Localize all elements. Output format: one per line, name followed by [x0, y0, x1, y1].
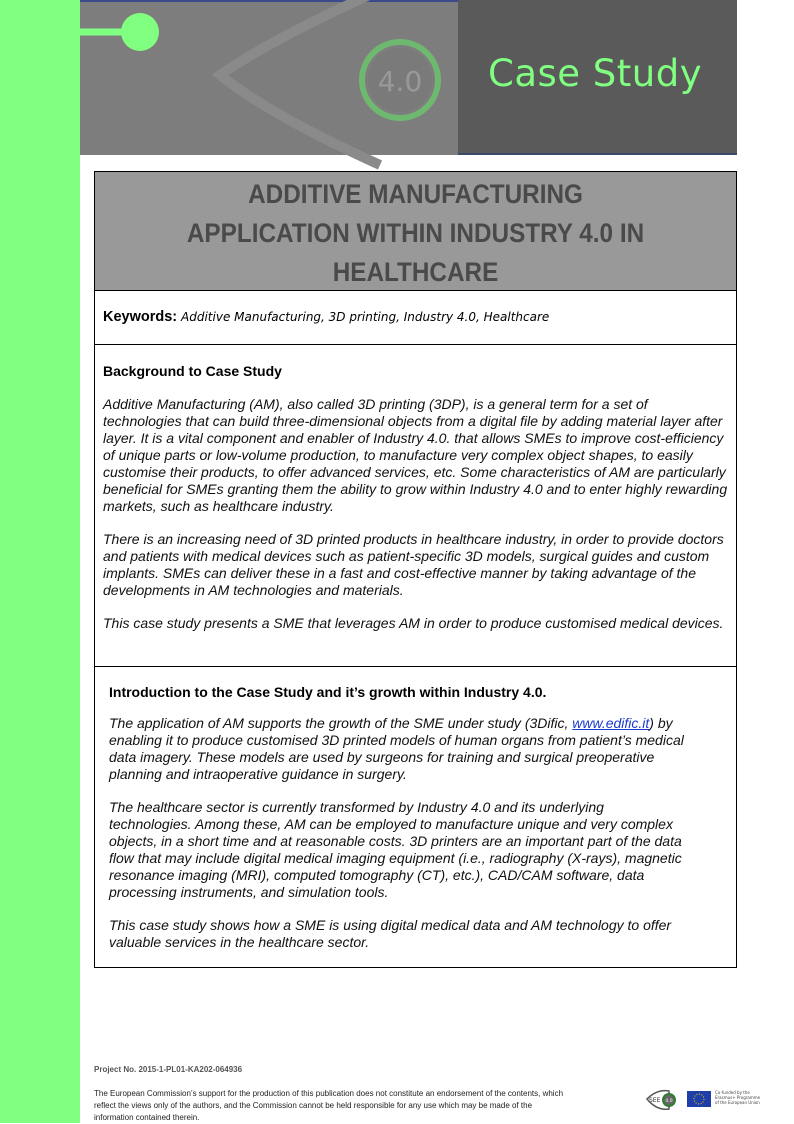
- intro-paragraph-3: This case study shows how a SME is using digital medical data and AM technology to offer valuable services in the healthcare sector.: [109, 917, 672, 950]
- document-title-band: [95, 172, 736, 291]
- intro-p1-text-a: The application of AM supports the growth of the SME under study (3Dific,: [109, 715, 573, 731]
- background-paragraph-3: This case study presents a SME that leverages AM in order to produce customised medical devices.: [103, 615, 724, 631]
- intro-p1-text-b: ) by enabling it to produce customised 3D printed models of human organs from patient’s medical data imagery. These models are used by surgeons for training and surgical preoperative planning and intraoperative guidance in surgery.: [109, 715, 684, 782]
- intro-paragraph-2: The healthcare sector is currently transformed by Industry 4.0 and its underlying technologies. Among these, AM can be employed to manufacture unique and very complex objects, in a short time and at reasonable costs. 3D printers are an important part of the data flow that may include digital medical imaging equipment (i.e., radiography (X-rays), magnetic resonance imaging (MRI), computed tomography (CT), etc.), CAD/CAM software, data processing instruments, and simulation tools.: [109, 799, 682, 900]
- keywords-label: Keywords:: [103, 309, 178, 325]
- see-logo-text: SEE: [649, 1097, 661, 1104]
- intro-paragraph-1: [109, 715, 689, 783]
- eu-flag-icon: [687, 1091, 711, 1107]
- see-logo-number: 4.0: [665, 1099, 673, 1104]
- left-green-strip: [0, 0, 80, 1123]
- edific-link[interactable]: www.edific.it: [572, 715, 650, 731]
- eu-cofunded-text: Co-funded by the Erasmus+ Programme of the European Union: [715, 1090, 761, 1105]
- title-line-2: APPLICATION WITHIN INDUSTRY 4.0 IN: [186, 218, 645, 248]
- page-title: Case Study: [488, 52, 703, 95]
- industry-logo-icon: [80, 0, 458, 153]
- project-number: Project No. 2015-1-PL01-KA202-064936: [94, 1065, 243, 1074]
- intro-heading: Introduction to the Case Study and it’s growth within Industry 4.0.: [109, 684, 547, 700]
- title-line-3: HEALTHCARE: [332, 257, 499, 287]
- header-banner: [80, 0, 737, 155]
- footer-logos: [645, 1085, 761, 1115]
- logo-text: 4.0: [377, 65, 423, 98]
- see-logo-icon: [647, 1091, 676, 1110]
- title-line-1: ADDITIVE MANUFACTURING: [248, 179, 583, 209]
- background-section: [95, 345, 736, 667]
- background-heading: Background to Case Study: [103, 363, 282, 379]
- background-paragraph-2: There is an increasing need of 3D printed products in healthcare industry, in order to provide doctors and patients with medical devices such as patient-specific 3D models, surgical guides and custom implants. SMEs can deliver these in a fast and cost-effective manner by taking advantage of the developments in AM technologies and materials.: [103, 531, 724, 598]
- intro-section: [95, 667, 736, 967]
- case-study-box: [94, 171, 737, 968]
- eu-disclaimer: The European Commission’s support for the production of this publication does not constitute an endorsement of the contents, which reflect the views only of the authors, and the Commission cannot be held responsible for any use which may be made of the information contained therein.: [94, 1089, 564, 1122]
- keywords-value: Additive Manufacturing, 3D printing, Industry 4.0, Healthcare: [181, 310, 550, 324]
- background-paragraph-1: Additive Manufacturing (AM), also called 3D printing (3DP), is a general term for a set of technologies that can build three-dimensional objects from a digital file by adding material layer after layer. It is a vital component and enabler of Industry 4.0. that allows SMEs to improve cost-efficiency of unique parts or low-volume production, to manufacture very complex object shapes, to easily customise their products, to offer advanced services, etc. Some characteristics of AM are particularly beneficial for SMEs granting them the ability to grow within Industry 4.0 and to enter highly rewarding markets, such as healthcare industry.: [103, 396, 728, 514]
- keywords-row: [95, 290, 736, 345]
